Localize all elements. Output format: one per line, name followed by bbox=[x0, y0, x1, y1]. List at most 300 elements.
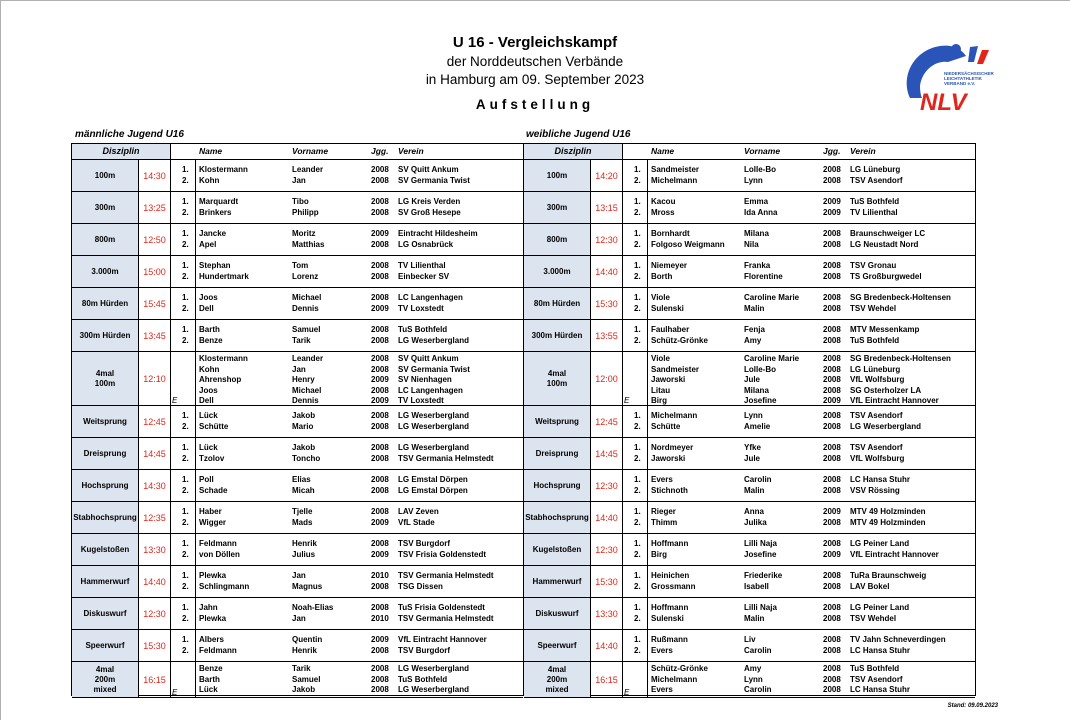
athlete-row bbox=[524, 374, 975, 385]
cell-verein: TSV Asendorf bbox=[850, 411, 903, 420]
cell-jgg: 2008 bbox=[823, 411, 841, 420]
table-header bbox=[524, 144, 975, 160]
cell-jgg: 2009 bbox=[371, 375, 389, 385]
discipline-label: 300m Hürden bbox=[524, 320, 591, 351]
discipline-label: Weitsprung bbox=[524, 406, 591, 437]
cell-name: Niemeyer bbox=[651, 261, 688, 270]
athlete-row bbox=[524, 506, 975, 517]
cell-pl: 2. bbox=[634, 421, 641, 431]
cell-jgg: 2008 bbox=[823, 443, 841, 452]
page-title: U 16 - Vergleichskampf bbox=[452, 34, 618, 51]
cell-pl: 2. bbox=[182, 239, 189, 249]
cell-verein: TuS Bothfeld bbox=[398, 325, 448, 334]
cell-name: Lück bbox=[199, 443, 218, 452]
cell-pl: 1. bbox=[634, 603, 641, 612]
table-female bbox=[523, 143, 976, 696]
cell-verein: LC Langenhagen bbox=[398, 385, 463, 395]
cell-verein: SG Bredenbeck-Holtensen bbox=[850, 354, 951, 363]
cell-jgg: 2008 bbox=[371, 175, 389, 185]
cell-name: Ahrenshop bbox=[199, 375, 242, 385]
athlete-row bbox=[524, 674, 975, 685]
athlete-row bbox=[72, 260, 523, 271]
cell-vorname: Carolin bbox=[744, 685, 772, 695]
cell-verein: TSV Burgdorf bbox=[398, 539, 450, 548]
cell-verein: TuS Frisia Goldenstedt bbox=[398, 603, 485, 612]
athlete-row bbox=[72, 410, 523, 421]
start-time: 15:45 bbox=[139, 288, 171, 319]
cell-pl: 1. bbox=[182, 571, 189, 580]
athlete-row bbox=[72, 175, 523, 186]
cell-pl: 1. bbox=[634, 229, 641, 238]
cell-jgg: 2008 bbox=[371, 335, 389, 345]
athlete-row bbox=[524, 581, 975, 592]
discipline-label: Kugelstoßen bbox=[524, 534, 591, 565]
cell-vorname: Jakob bbox=[292, 685, 316, 695]
cell-jgg: 2008 bbox=[371, 453, 389, 463]
athlete-row bbox=[72, 549, 523, 560]
athlete-row bbox=[72, 395, 523, 406]
cell-name: Hundertmark bbox=[199, 271, 249, 281]
cell-vorname: Nila bbox=[744, 239, 759, 249]
header-verein: Verein bbox=[398, 146, 424, 156]
cell-jgg: 2009 bbox=[371, 303, 389, 313]
cell-vorname: Tjelle bbox=[292, 507, 313, 516]
discipline-block bbox=[72, 662, 523, 698]
cell-verein: TuRa Braunschweig bbox=[850, 571, 927, 580]
cell-name: Schlingmann bbox=[199, 581, 250, 591]
athlete-row bbox=[72, 581, 523, 592]
cell-jgg: 2008 bbox=[823, 354, 841, 363]
cell-vorname: Liv bbox=[744, 635, 756, 644]
start-time: 14:30 bbox=[139, 470, 171, 501]
cell-pl: 2. bbox=[634, 239, 641, 249]
athlete-row bbox=[524, 485, 975, 496]
athlete-row bbox=[72, 506, 523, 517]
cell-name: Dell bbox=[199, 396, 214, 406]
cell-jgg: 2008 bbox=[823, 421, 841, 431]
discipline-label: Hochsprung bbox=[524, 470, 591, 501]
cell-name: Viole bbox=[651, 293, 670, 302]
cell-jgg: 2008 bbox=[823, 581, 841, 591]
cell-verein: LG Weserbergland bbox=[398, 421, 469, 431]
athlete-row bbox=[72, 474, 523, 485]
logo-line-3: VERBAND e.V. bbox=[944, 81, 976, 86]
cell-jgg: 2008 bbox=[823, 239, 841, 249]
cell-name: Brinkers bbox=[199, 207, 232, 217]
cell-name: Plewka bbox=[199, 571, 227, 580]
cell-verein: LAV Bokel bbox=[850, 581, 890, 591]
cell-pl: 2. bbox=[182, 517, 189, 527]
start-time: 14:40 bbox=[591, 630, 623, 661]
stand-date: Stand: 09.09.2023 bbox=[947, 703, 998, 709]
cell-pl: 1. bbox=[634, 635, 641, 644]
start-time: 14:20 bbox=[591, 160, 623, 191]
discipline-label: 100m bbox=[72, 160, 139, 191]
relay-marker: E bbox=[172, 688, 178, 697]
header-name: Name bbox=[199, 146, 223, 156]
start-time: 15:30 bbox=[591, 288, 623, 319]
cell-vorname: Leander bbox=[292, 354, 324, 363]
discipline-label: 800m bbox=[72, 224, 139, 255]
cell-vorname: Lolle-Bo bbox=[744, 165, 776, 174]
cell-verein: SV Germania Twist bbox=[398, 364, 470, 374]
cell-vorname: Lynn bbox=[744, 411, 763, 420]
cell-vorname: Malin bbox=[744, 303, 765, 313]
athlete-row bbox=[524, 324, 975, 335]
athlete-row bbox=[524, 421, 975, 432]
cell-pl: 1. bbox=[182, 475, 189, 484]
cell-pl: 1. bbox=[182, 539, 189, 548]
cell-name: Sulenski bbox=[651, 613, 684, 623]
cell-jgg: 2008 bbox=[823, 485, 841, 495]
cell-vorname: Henry bbox=[292, 375, 315, 385]
header-jgg: Jgg. bbox=[371, 146, 389, 156]
athlete-row bbox=[72, 453, 523, 464]
start-time: 12:30 bbox=[591, 224, 623, 255]
athlete-row bbox=[524, 335, 975, 346]
cell-verein: TSV Wehdel bbox=[850, 613, 897, 623]
cell-verein: Braunschweiger LC bbox=[850, 229, 926, 238]
cell-jgg: 2009 bbox=[823, 197, 841, 206]
cell-verein: TuS Bothfeld bbox=[850, 664, 900, 673]
cell-jgg: 2008 bbox=[371, 645, 389, 655]
cell-jgg: 2008 bbox=[371, 364, 389, 374]
athlete-row bbox=[524, 570, 975, 581]
discipline-block bbox=[524, 534, 975, 566]
cell-pl: 2. bbox=[182, 645, 189, 655]
cell-vorname: Henrik bbox=[292, 645, 317, 655]
cell-jgg: 2008 bbox=[371, 421, 389, 431]
header-name: Name bbox=[651, 146, 675, 156]
cell-vorname: Lilli Naja bbox=[744, 539, 777, 548]
cell-jgg: 2008 bbox=[371, 197, 389, 206]
cell-jgg: 2008 bbox=[371, 261, 389, 270]
cell-name: Michelmann bbox=[651, 175, 698, 185]
start-time: 13:30 bbox=[139, 534, 171, 565]
cell-verein: LC Hansa Stuhr bbox=[850, 685, 911, 695]
discipline-block bbox=[72, 352, 523, 406]
cell-verein: LG Peiner Land bbox=[850, 539, 910, 548]
cell-verein: TSV Gronau bbox=[850, 261, 897, 270]
cell-jgg: 2008 bbox=[823, 261, 841, 270]
cell-pl: 1. bbox=[182, 261, 189, 270]
relay-marker: E bbox=[624, 688, 630, 697]
cell-jgg: 2009 bbox=[371, 635, 389, 644]
discipline-label: Hochsprung bbox=[72, 470, 139, 501]
logo-ball bbox=[951, 44, 961, 54]
cell-pl: 1. bbox=[634, 571, 641, 580]
cell-verein: TSV Frisia Goldenstedt bbox=[398, 549, 487, 559]
cell-jgg: 2008 bbox=[371, 443, 389, 452]
discipline-block bbox=[524, 320, 975, 352]
cell-vorname: Michael bbox=[292, 385, 322, 395]
cell-jgg: 2008 bbox=[823, 385, 841, 395]
discipline-label: 300m Hürden bbox=[72, 320, 139, 351]
cell-vorname: Dennis bbox=[292, 303, 319, 313]
athlete-row bbox=[72, 271, 523, 282]
athlete-row bbox=[524, 207, 975, 218]
start-time: 12:45 bbox=[591, 406, 623, 437]
cell-verein: LG Emstal Dörpen bbox=[398, 485, 468, 495]
discipline-label: Stabhochsprung bbox=[524, 502, 591, 533]
cell-verein: LG Lüneburg bbox=[850, 364, 901, 374]
discipline-block bbox=[524, 352, 975, 406]
header-vorname: Vorname bbox=[744, 146, 781, 156]
cell-jgg: 2008 bbox=[823, 293, 841, 302]
discipline-block bbox=[524, 438, 975, 470]
cell-vorname: Dennis bbox=[292, 396, 319, 406]
athlete-row bbox=[72, 684, 523, 695]
logo-line-2: LEICHTATHLETIK bbox=[944, 76, 982, 81]
discipline-block bbox=[72, 288, 523, 320]
athlete-row bbox=[72, 602, 523, 613]
start-time: 13:25 bbox=[139, 192, 171, 223]
cell-pl: 2. bbox=[634, 453, 641, 463]
cell-verein: TSV Asendorf bbox=[850, 175, 903, 185]
athlete-row bbox=[524, 260, 975, 271]
start-time: 16:15 bbox=[139, 662, 171, 697]
cell-jgg: 2008 bbox=[823, 364, 841, 374]
cell-pl: 1. bbox=[182, 229, 189, 238]
cell-pl: 2. bbox=[182, 613, 189, 623]
cell-pl: 1. bbox=[182, 507, 189, 516]
logo-swoosh-red bbox=[977, 50, 989, 64]
table-male bbox=[71, 143, 524, 696]
logo-line-1: NIEDERSÄCHSISCHER bbox=[944, 71, 994, 76]
cell-vorname: Josefine bbox=[744, 549, 777, 559]
cell-verein: Eintracht Hildesheim bbox=[398, 229, 478, 238]
athlete-row bbox=[72, 421, 523, 432]
athlete-row bbox=[72, 353, 523, 364]
relay-marker: E bbox=[624, 396, 630, 405]
cell-verein: SV Quitt Ankum bbox=[398, 354, 459, 363]
nlv-logo bbox=[896, 42, 1000, 116]
cell-vorname: Lynn bbox=[744, 175, 763, 185]
cell-name: Viole bbox=[651, 354, 670, 363]
athlete-row bbox=[524, 549, 975, 560]
start-time: 12:35 bbox=[139, 502, 171, 533]
athlete-row bbox=[524, 442, 975, 453]
discipline-label: 4mal 100m bbox=[524, 352, 591, 405]
discipline-block bbox=[72, 566, 523, 598]
discipline-block bbox=[524, 256, 975, 288]
cell-verein: VfL Wolfsburg bbox=[850, 375, 905, 385]
cell-vorname: Tarik bbox=[292, 664, 311, 673]
cell-name: Klostermann bbox=[199, 165, 248, 174]
cell-jgg: 2008 bbox=[371, 271, 389, 281]
cell-vorname: Henrik bbox=[292, 539, 317, 548]
athlete-row bbox=[72, 303, 523, 314]
cell-vorname: Jakob bbox=[292, 411, 316, 420]
start-time: 15:30 bbox=[139, 630, 171, 661]
cell-pl: 2. bbox=[182, 271, 189, 281]
cell-name: Sandmeister bbox=[651, 165, 700, 174]
cell-vorname: Magnus bbox=[292, 581, 323, 591]
athlete-row bbox=[524, 634, 975, 645]
athlete-row bbox=[524, 538, 975, 549]
discipline-block bbox=[524, 662, 975, 698]
cell-jgg: 2009 bbox=[371, 517, 389, 527]
discipline-label: Weitsprung bbox=[72, 406, 139, 437]
cell-name: Litau bbox=[651, 385, 671, 395]
start-time: 14:45 bbox=[591, 438, 623, 469]
cell-name: Apel bbox=[199, 239, 217, 249]
cell-name: Benze bbox=[199, 335, 223, 345]
cell-vorname: Milana bbox=[744, 229, 769, 238]
cell-jgg: 2008 bbox=[371, 411, 389, 420]
cell-pl: 2. bbox=[182, 207, 189, 217]
cell-vorname: Josefine bbox=[744, 396, 777, 406]
cell-verein: TSV Wehdel bbox=[850, 303, 897, 313]
athlete-row bbox=[72, 570, 523, 581]
cell-name: Schütte bbox=[651, 421, 681, 431]
cell-pl: 1. bbox=[634, 293, 641, 302]
cell-vorname: Mads bbox=[292, 517, 313, 527]
cell-vorname: Anna bbox=[744, 507, 764, 516]
cell-pl: 1. bbox=[634, 475, 641, 484]
discipline-label: Dreisprung bbox=[524, 438, 591, 469]
cell-name: Jahn bbox=[199, 603, 218, 612]
cell-pl: 1. bbox=[634, 325, 641, 334]
cell-jgg: 2008 bbox=[823, 613, 841, 623]
cell-jgg: 2010 bbox=[371, 613, 389, 623]
athlete-row bbox=[72, 613, 523, 624]
cell-vorname: Elias bbox=[292, 475, 311, 484]
athlete-row bbox=[524, 228, 975, 239]
cell-name: Evers bbox=[651, 685, 673, 695]
athlete-row bbox=[72, 228, 523, 239]
athlete-row bbox=[524, 271, 975, 282]
discipline-block bbox=[72, 160, 523, 192]
cell-jgg: 2008 bbox=[371, 507, 389, 516]
cell-verein: SV Nienhagen bbox=[398, 375, 452, 385]
section-heading-male: männliche Jugend U16 bbox=[75, 129, 184, 140]
discipline-label: Speerwurf bbox=[524, 630, 591, 661]
cell-jgg: 2008 bbox=[371, 325, 389, 334]
discipline-block bbox=[524, 598, 975, 630]
athlete-row bbox=[524, 196, 975, 207]
discipline-block bbox=[524, 192, 975, 224]
athlete-row bbox=[72, 292, 523, 303]
discipline-label: Hammerwurf bbox=[524, 566, 591, 597]
cell-name: Sulenski bbox=[651, 303, 684, 313]
cell-name: Klostermann bbox=[199, 354, 248, 363]
cell-verein: TSV Asendorf bbox=[850, 443, 903, 452]
cell-pl: 1. bbox=[182, 325, 189, 334]
cell-pl: 1. bbox=[634, 165, 641, 174]
discipline-block bbox=[72, 224, 523, 256]
cell-verein: VfL Wolfsburg bbox=[850, 453, 905, 463]
cell-pl: 2. bbox=[634, 335, 641, 345]
page-subtitle: der Norddeutschen Verbände bbox=[446, 54, 624, 69]
cell-name: Lück bbox=[199, 685, 218, 695]
cell-pl: 2. bbox=[634, 303, 641, 313]
cell-name: Evers bbox=[651, 475, 673, 484]
cell-verein: MTV 49 Holzminden bbox=[850, 507, 926, 516]
cell-verein: TSV Germania Helmstedt bbox=[398, 613, 494, 623]
discipline-block bbox=[524, 566, 975, 598]
header-jgg: Jgg. bbox=[823, 146, 841, 156]
athlete-row bbox=[72, 442, 523, 453]
cell-vorname: Caroline Marie bbox=[744, 293, 800, 302]
cell-jgg: 2008 bbox=[371, 685, 389, 695]
cell-vorname: Amy bbox=[744, 664, 762, 673]
cell-pl: 1. bbox=[634, 507, 641, 516]
cell-vorname: Samuel bbox=[292, 325, 321, 334]
discipline-label: Hammerwurf bbox=[72, 566, 139, 597]
start-time: 14:40 bbox=[139, 566, 171, 597]
cell-name: Heinichen bbox=[651, 571, 690, 580]
cell-jgg: 2008 bbox=[823, 271, 841, 281]
athlete-row bbox=[524, 395, 975, 406]
athlete-row bbox=[524, 684, 975, 695]
cell-name: Benze bbox=[199, 664, 223, 673]
cell-vorname: Mario bbox=[292, 421, 314, 431]
cell-vorname: Franka bbox=[744, 261, 771, 270]
cell-jgg: 2009 bbox=[371, 396, 389, 406]
cell-pl: 1. bbox=[182, 165, 189, 174]
cell-name: Tzolov bbox=[199, 453, 225, 463]
cell-jgg: 2008 bbox=[823, 685, 841, 695]
cell-jgg: 2008 bbox=[823, 517, 841, 527]
cell-jgg: 2009 bbox=[823, 549, 841, 559]
cell-vorname: Jan bbox=[292, 175, 306, 185]
cell-pl: 2. bbox=[634, 549, 641, 559]
cell-name: Schütz-Grönke bbox=[651, 335, 708, 345]
table-header bbox=[72, 144, 523, 160]
cell-pl: 1. bbox=[634, 261, 641, 270]
cell-name: Feldmann bbox=[199, 645, 237, 655]
discipline-block bbox=[524, 224, 975, 256]
cell-verein: TV Lilienthal bbox=[398, 261, 446, 270]
cell-vorname: Malin bbox=[744, 613, 765, 623]
cell-name: Albers bbox=[199, 635, 224, 644]
cell-pl: 2. bbox=[182, 421, 189, 431]
cell-name: Haber bbox=[199, 507, 222, 516]
cell-vorname: Tom bbox=[292, 261, 309, 270]
cell-verein: LG Lüneburg bbox=[850, 165, 901, 174]
cell-verein: TSV Asendorf bbox=[850, 674, 903, 684]
cell-pl: 2. bbox=[182, 453, 189, 463]
cell-name: Lück bbox=[199, 411, 218, 420]
cell-verein: SV Quitt Ankum bbox=[398, 165, 459, 174]
cell-pl: 2. bbox=[634, 175, 641, 185]
cell-pl: 2. bbox=[182, 485, 189, 495]
cell-vorname: Lilli Naja bbox=[744, 603, 777, 612]
athlete-row bbox=[72, 485, 523, 496]
cell-name: Nordmeyer bbox=[651, 443, 694, 452]
athlete-row bbox=[72, 645, 523, 656]
header-verein: Verein bbox=[850, 146, 876, 156]
cell-pl: 1. bbox=[182, 197, 189, 206]
cell-name: Sandmeister bbox=[651, 364, 700, 374]
athlete-row bbox=[72, 164, 523, 175]
cell-pl: 2. bbox=[634, 613, 641, 623]
cell-jgg: 2008 bbox=[371, 603, 389, 612]
cell-jgg: 2009 bbox=[823, 507, 841, 516]
discipline-block bbox=[72, 438, 523, 470]
cell-jgg: 2008 bbox=[371, 581, 389, 591]
cell-name: Jaworski bbox=[651, 453, 686, 463]
discipline-label: Stabhochsprung bbox=[72, 502, 139, 533]
cell-pl: 2. bbox=[182, 175, 189, 185]
discipline-label: 100m bbox=[524, 160, 591, 191]
athlete-row bbox=[72, 538, 523, 549]
cell-pl: 2. bbox=[634, 207, 641, 217]
athlete-row bbox=[72, 364, 523, 375]
cell-vorname: Lolle-Bo bbox=[744, 364, 776, 374]
cell-name: Feldmann bbox=[199, 539, 237, 548]
